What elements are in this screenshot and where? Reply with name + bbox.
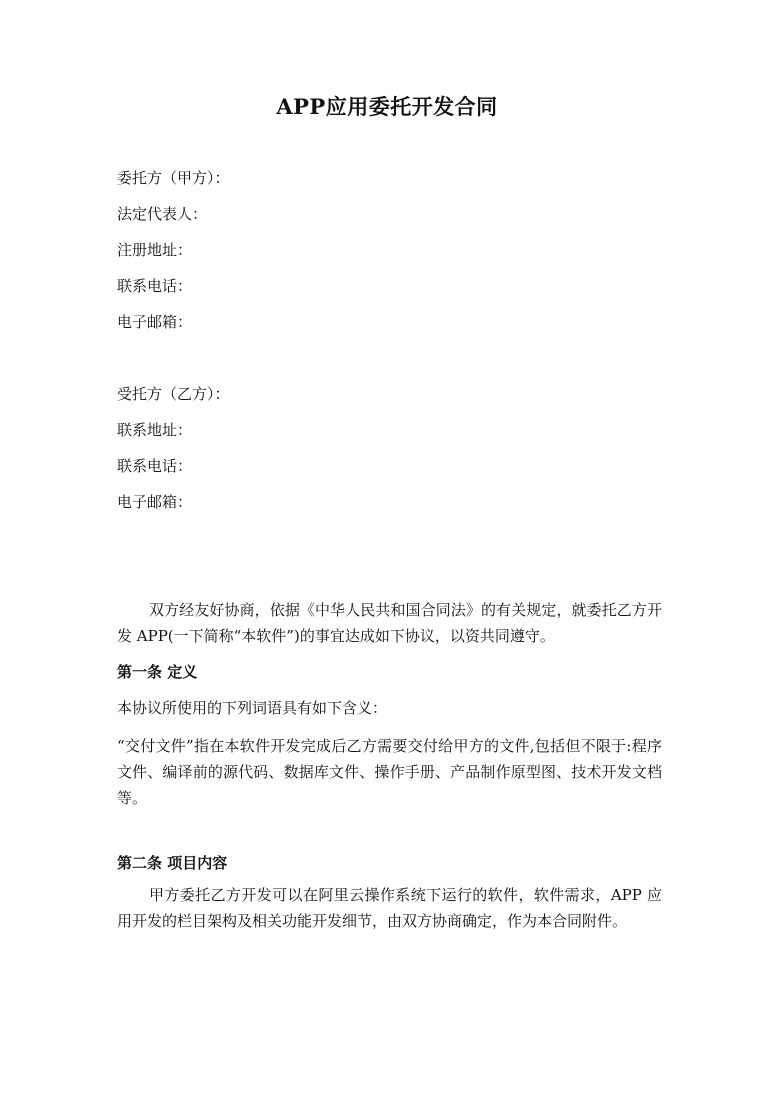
party-b-phone: 联系电话： <box>117 457 193 475</box>
article-2-heading: 第二条 项目内容 <box>117 854 228 872</box>
article-1-definition: “交付文件”指在本软件开发完成后乙方需要交付给甲方的文件,包括但不限于:程序文件、编译前的源代码、数据库文件、操作手册、产品制作原型图、技术开发文档等。 <box>117 737 662 807</box>
party-a-phone: 联系电话： <box>117 277 193 295</box>
party-b-email: 电子邮箱： <box>117 493 193 511</box>
party-b-label: 受托方（乙方）： <box>117 385 230 403</box>
article-1-heading: 第一条 定义 <box>117 663 198 681</box>
article-1-intro: 本协议所使用的下列词语具有如下含义： <box>117 699 388 717</box>
preamble-paragraph: 双方经友好协商，依据《中华人民共和国合同法》的有关规定，就委托乙方开发 APP(一下简称“本软件”)的事宜达成如下协议，以资共同遵守。 <box>117 601 662 645</box>
party-a-email: 电子邮箱： <box>117 313 193 331</box>
party-a-representative: 法定代表人： <box>117 205 208 223</box>
document-title: APP应用委托开发合同 <box>276 94 498 119</box>
party-b-address: 联系地址： <box>117 421 193 439</box>
article-2-body: 甲方委托乙方开发可以在阿里云操作系统下运行的软件，软件需求，APP 应用开发的栏目架构及相关功能开发细节，由双方协商确定，作为本合同附件。 <box>117 886 662 930</box>
party-a-address: 注册地址： <box>117 241 193 259</box>
party-a-label: 委托方（甲方）： <box>117 169 230 187</box>
